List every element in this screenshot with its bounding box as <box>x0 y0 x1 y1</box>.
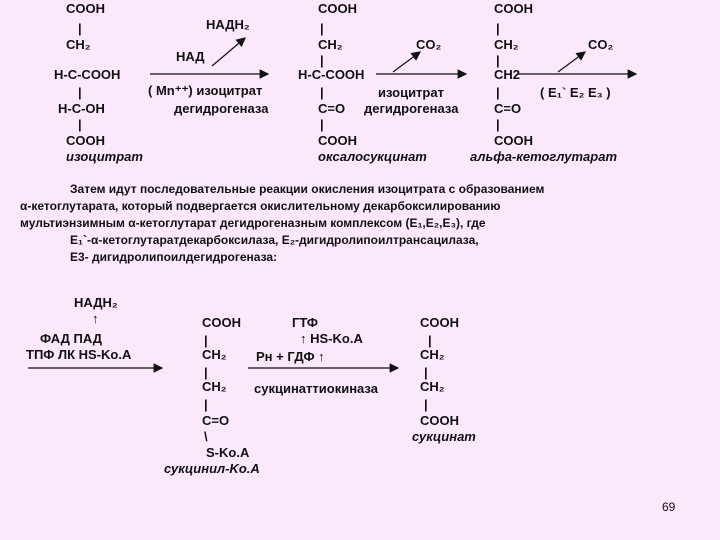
succinylcoa-line-6: | <box>204 397 208 412</box>
paragraph-line-5: E3- дигидролипоилдегидрогеназа: <box>70 250 278 264</box>
ketoglutarate-line-5: CH2 <box>494 67 521 82</box>
oxalosuccinate-line-2: | <box>320 21 324 36</box>
cofactor-line-1: ФАД ПАД <box>40 331 102 346</box>
succinylcoa-line-8: \ <box>204 429 208 444</box>
succinylcoa-line-1: COOH <box>202 315 241 330</box>
succinate-line-1: COOH <box>420 315 459 330</box>
isocitrate-line-1: COOH <box>66 1 105 16</box>
arrow-co2-branch-1 <box>393 52 420 72</box>
step2-co2: CO₂ <box>416 37 442 52</box>
succinylcoa-line-2: | <box>204 333 208 348</box>
step-gtp: ГТФ <box>292 315 318 330</box>
succinylcoa-line-4: | <box>204 365 208 380</box>
ketoglutarate-line-2: | <box>496 21 500 36</box>
oxalosuccinate-line-4: | <box>320 53 324 68</box>
succinate-line-7: COOH <box>420 413 459 428</box>
succinate-name: сукцинат <box>412 429 476 444</box>
arrow-co2-branch-2 <box>558 52 585 72</box>
ketoglutarate-line-8: | <box>496 117 500 132</box>
isocitrate-line-7: | <box>78 117 82 132</box>
isocitrate-line-5: | <box>78 85 82 100</box>
succinate-line-2: | <box>428 333 432 348</box>
oxalosuccinate-line-7: C=O <box>318 101 346 116</box>
oxalosuccinate-name: оксалосукцинат <box>318 149 427 164</box>
succinate-line-5: CH₂ <box>420 379 445 394</box>
ketoglutarate-line-9: COOH <box>494 133 533 148</box>
step1-cofactor: ( Mn⁺⁺) изоцитрат <box>148 83 263 98</box>
paragraph-line-2: α-кетоглутарата, который подвергается окислительному декарбоксилированию <box>20 199 501 213</box>
cofactor-up-arrow: ↑ <box>92 311 99 326</box>
page-number: 69 <box>662 500 676 514</box>
isocitrate-line-4: H-C-COOH <box>54 67 121 82</box>
oxalosuccinate-line-8: | <box>320 117 324 132</box>
arrow-nadh-branch <box>212 38 245 66</box>
step1-enzyme: дегидрогеназа <box>174 101 269 116</box>
cofactor-nadh: НАДН₂ <box>74 295 118 310</box>
ketoglutarate-line-3: CH₂ <box>494 37 519 52</box>
step-hscoa: ↑ HS-Ko.A <box>300 331 363 346</box>
oxalosuccinate-line-5: H-C-COOH <box>298 67 365 82</box>
oxalosuccinate-line-3: CH₂ <box>318 37 343 52</box>
paragraph-line-1: Затем идут последовательные реакции окисления изоцитрата с образованием <box>70 182 545 196</box>
isocitrate-line-3: CH₂ <box>66 37 91 52</box>
ketoglutarate-line-7: C=O <box>494 101 522 116</box>
isocitrate-line-8: COOH <box>66 133 105 148</box>
succinylcoa-line-3: CH₂ <box>202 347 227 362</box>
oxalosuccinate-line-9: COOH <box>318 133 357 148</box>
step3-co2: CO₂ <box>588 37 614 52</box>
isocitrate-name: изоцитрат <box>66 149 143 164</box>
cofactor-line-2: ТПФ ЛК HS-Ko.A <box>26 347 132 362</box>
ketoglutarate-line-6: | <box>496 85 500 100</box>
step2-enzyme-line2: дегидрогеназа <box>364 101 459 116</box>
ketoglutarate-line-1: COOH <box>494 1 533 16</box>
succinate-line-3: CH₂ <box>420 347 445 362</box>
step-enzyme: сукцинаттиокиназа <box>254 381 378 396</box>
ketoglutarate-name: альфа-кетоглутарат <box>470 149 618 164</box>
step2-enzyme-line1: изоцитрат <box>378 85 444 100</box>
step1-nad: НАД <box>176 49 205 64</box>
succinylcoa-name: сукцинил-Ko.A <box>164 461 260 476</box>
succinylcoa-line-5: CH₂ <box>202 379 227 394</box>
succinate-line-4: | <box>424 365 428 380</box>
ketoglutarate-line-4: | <box>496 53 500 68</box>
step3-enzymes: ( E₁` E₂ E₃ ) <box>540 85 611 100</box>
succinylcoa-line-9: S-Ko.A <box>206 445 250 460</box>
succinate-line-6: | <box>424 397 428 412</box>
isocitrate-line-2: | <box>78 21 82 36</box>
succinylcoa-line-7: C=O <box>202 413 230 428</box>
paragraph-line-3: мультиэнзимным α-кетоглутарат дегидрогеназным комплексом (E₁,E₂,E₃), где <box>20 216 486 230</box>
step-phosphate: Pн + ГДФ ↑ <box>256 349 325 364</box>
oxalosuccinate-line-1: COOH <box>318 1 357 16</box>
paragraph-line-4: E₁`-α-кетоглутаратдекарбоксилаза, E₂-дигидролипоилтрансацилаза, <box>70 233 479 247</box>
oxalosuccinate-line-6: | <box>320 85 324 100</box>
isocitrate-line-6: H-C-OH <box>58 101 105 116</box>
step1-nadh: НАДН₂ <box>206 17 250 32</box>
